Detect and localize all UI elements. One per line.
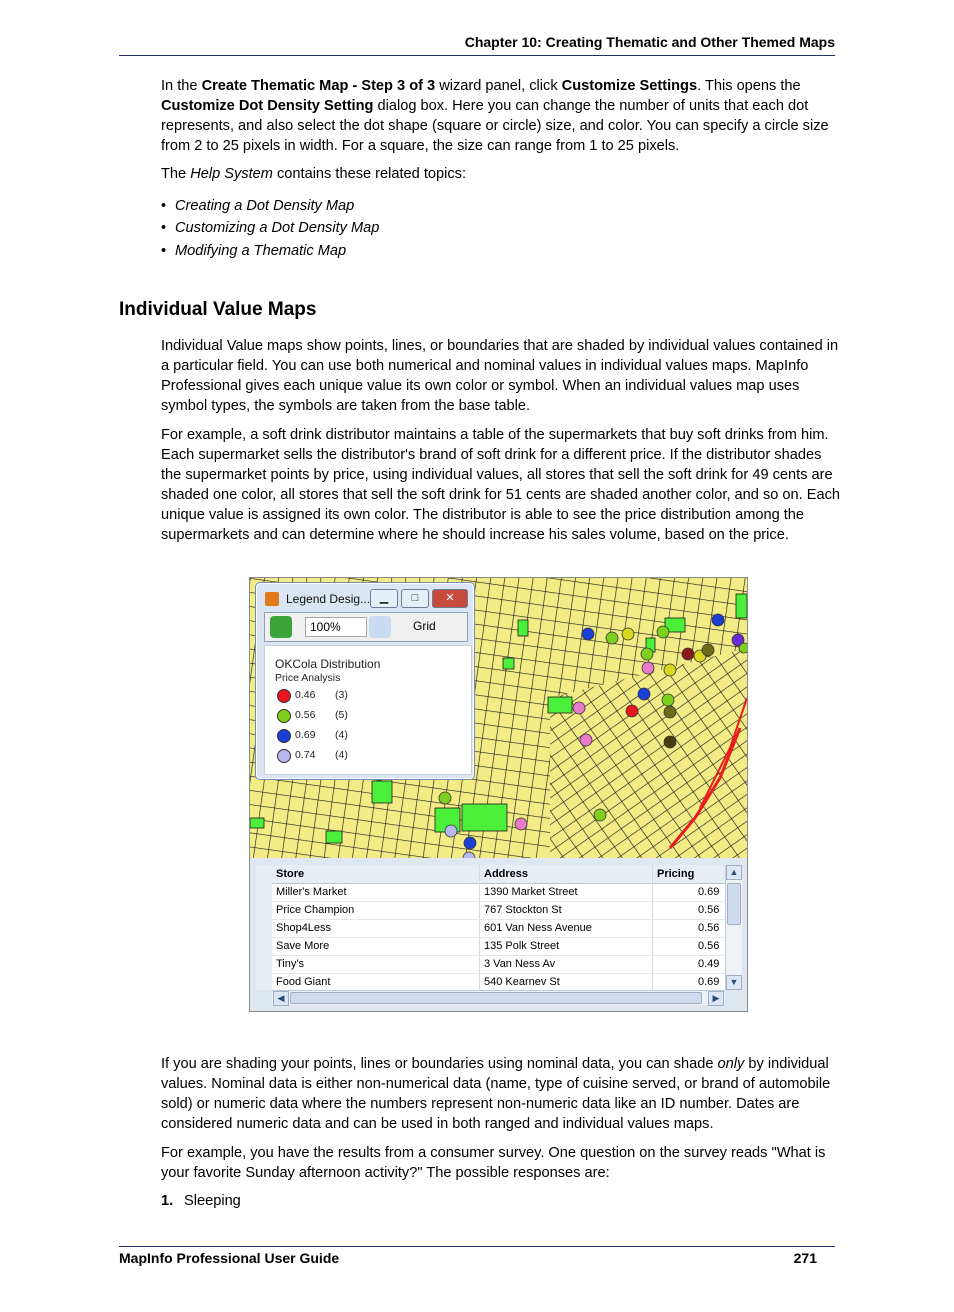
browser-grid xyxy=(272,865,725,990)
table-row[interactable]: Tiny's 3 Van Ness Av 0.49 xyxy=(272,955,725,974)
footer-title: MapInfo Professional User Guide xyxy=(119,1250,340,1266)
legend-swatch xyxy=(277,729,291,743)
map-screenshot xyxy=(249,577,748,1012)
legend-item: 0.56 (5) xyxy=(275,707,465,725)
running-header: Chapter 10: Creating Thematic and Other Themed Maps xyxy=(464,34,835,50)
survey-paragraph: For example, you have the results from a consumer survey. One question on the survey reads "What is your favorite Sunday afternoon activity?" The possible responses are: xyxy=(161,1145,826,1181)
table-row[interactable]: Save More 135 Polk Street 0.56 xyxy=(272,937,725,956)
scroll-down-icon[interactable]: ▼ xyxy=(726,975,742,990)
intro-paragraph: In the Create Thematic Map - Step 3 of 3 wizard panel, click Customize Settings. This opens the Customize Dot Density Setting dialog box. Here you can change the number of units that each dot represents, and also select the dot shape (square or circle) size, and color. You can specify a circle size from 2 to 25 pixels in width. For a square, the size can range from 1 to 25 pixels. xyxy=(161,78,829,154)
scroll-left-icon[interactable]: ◀ xyxy=(273,991,289,1006)
legend-subtitle: Price Analysis xyxy=(275,672,341,684)
topic-item: • Modifying a Thematic Map xyxy=(161,243,347,259)
table-row[interactable]: Food Giant 540 Kearnev St 0.69 xyxy=(272,973,725,990)
numbered-item: 1. Sleeping xyxy=(161,1193,241,1209)
topic-item: • Creating a Dot Density Map xyxy=(161,198,355,214)
style-icon[interactable] xyxy=(369,616,391,638)
table-row[interactable]: Price Champion 767 Stockton St 0.56 xyxy=(272,901,725,920)
zoom-select[interactable]: 100% xyxy=(305,617,367,637)
section-paragraph: Individual Value maps show points, lines, or boundaries that are shaded by individual values contained in a particular field. You can use both numerical and nominal values in individual values maps. MapInfo Professional gives each unique value its own color or symbol. When an individual values map uses symbol types, the symbols are taken from the base table. xyxy=(161,338,839,414)
legend-title: OKCola Distribution xyxy=(275,657,381,671)
browser-window xyxy=(250,858,747,1011)
help-system-paragraph: The Help System contains these related topics: xyxy=(161,166,467,182)
minimize-button[interactable]: ▁ xyxy=(370,589,398,608)
legend-swatch xyxy=(277,709,291,723)
scroll-thumb[interactable] xyxy=(727,883,741,925)
header-rule xyxy=(119,55,835,56)
legend-item: 0.74 (4) xyxy=(275,747,465,765)
example-paragraph: For example, a soft drink distributor maintains a table of the supermarkets that buy soft drinks from him. Each supermarket sells the distributor's brand of soft drink for a different price. If the distributor shades the supermarket points by price, using individual values, all stores that sell the soft drink for 49 cents are shaded one color, all stores that sell the soft drink for 51 cents are shaded another color, and so on. Each unique value is assigned its own color. The distributor is able to see the price distribution among the supermarkets and can determine where he should increase his sales volume, based on the price. xyxy=(161,427,841,543)
window-title: Legend Desig... xyxy=(286,592,371,606)
footer-rule xyxy=(119,1246,835,1247)
table-row[interactable]: Miller's Market 1390 Market Street 0.69 xyxy=(272,883,725,902)
horizontal-scrollbar[interactable] xyxy=(272,990,725,1005)
legend-item: 0.69 (4) xyxy=(275,727,465,745)
legend-toolbar xyxy=(264,612,468,642)
column-header-address[interactable]: Address xyxy=(484,868,529,880)
table-row[interactable]: Shop4Less 601 Van Ness Avenue 0.56 xyxy=(272,919,725,938)
close-button[interactable]: ✕ xyxy=(432,589,468,608)
section-heading: Individual Value Maps xyxy=(119,299,317,320)
row-header-column xyxy=(256,865,273,990)
page-number: 271 xyxy=(793,1250,817,1266)
scroll-up-icon[interactable]: ▲ xyxy=(726,865,742,880)
column-header-store[interactable]: Store xyxy=(276,868,305,880)
topic-item: • Customizing a Dot Density Map xyxy=(161,220,380,236)
legend-swatch xyxy=(277,689,291,703)
legend-designer-icon xyxy=(265,592,279,606)
column-header-pricing[interactable]: Pricing xyxy=(657,868,695,880)
legend-preview xyxy=(264,645,472,775)
maximize-button[interactable]: □ xyxy=(401,589,429,608)
legend-item: 0.46 (3) xyxy=(275,687,465,705)
legend-swatch xyxy=(277,749,291,763)
legend-designer-window xyxy=(255,582,475,780)
refresh-icon[interactable] xyxy=(270,616,292,638)
grid-header xyxy=(272,865,725,884)
grid-toggle[interactable]: Grid xyxy=(413,619,436,633)
scroll-right-icon[interactable]: ▶ xyxy=(708,991,724,1006)
vertical-scrollbar[interactable] xyxy=(725,865,742,990)
nominal-data-paragraph: If you are shading your points, lines or boundaries using nominal data, you can shade only by individual values. Nominal data is either non-numerical data (name, type of cuisine served, or brand of automobile sold) or numeric data where the numbers represent non-numeric data like an ID number. Dates are considered numeric data and can be used in both ranged and individual values maps. xyxy=(161,1056,831,1132)
scroll-thumb[interactable] xyxy=(290,992,702,1004)
